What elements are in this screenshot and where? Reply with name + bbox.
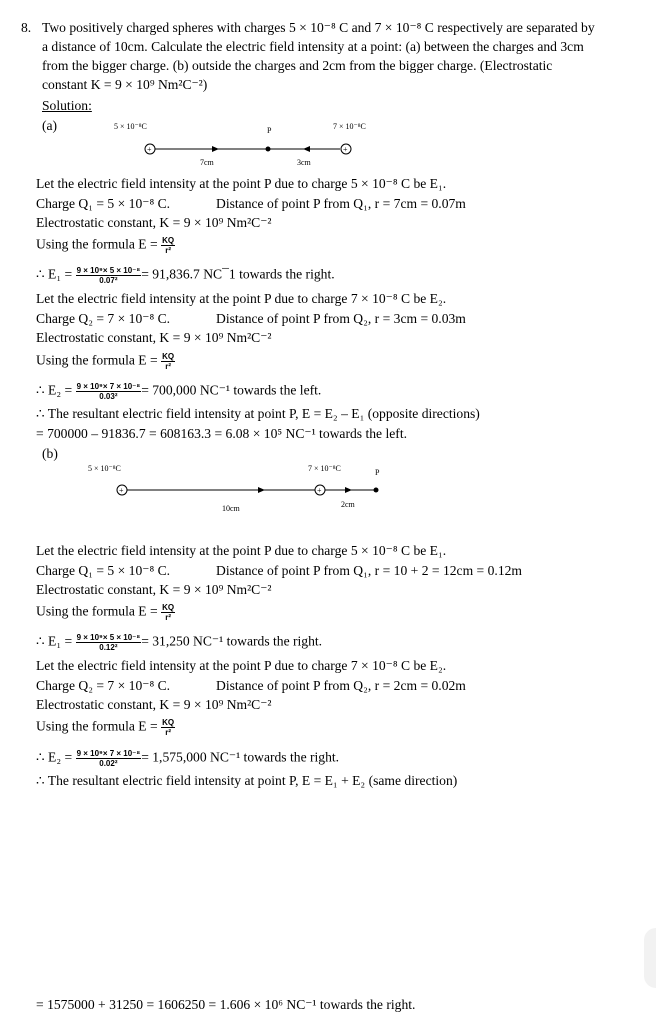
part-a-line-12: = 700000 – 91836.7 = 608163.3 = 6.08 × 10⁵ NC⁻¹ towards the left. — [36, 426, 407, 441]
part-a-e1-line: ∴ E₁ = $\frac{\text{9 × 10⁹× 5 × 10⁻⁸}}{\text{0.07²}}$ = 91,836.7 NC¯1 towards the right. — [36, 266, 335, 285]
question-line-4: constant K = 9 × 10⁹ Nm²C⁻²) — [42, 77, 208, 92]
formula-fraction: $\frac{KQ}{\text{r²}}$ — [162, 236, 175, 255]
diagram-a-p-label: P — [267, 126, 272, 135]
part-a-label: (a) — [42, 118, 58, 133]
diagram-a-arrow-right — [212, 146, 219, 152]
diagram-b-distance-2: 2cm — [341, 500, 355, 509]
page-edge-shadow — [644, 928, 656, 988]
e1-fraction: $\frac{\text{9 × 10⁹× 5 × 10⁻⁸}}{\text{0.07²}}$ — [76, 266, 141, 285]
diagram-part-b — [0, 460, 656, 516]
part-a-line-7a: Charge Q₂ = 7 × 10⁻⁸ C. — [36, 311, 171, 326]
diagram-a-q1-label: 5 × 10⁻⁸C — [114, 122, 147, 131]
diagram-b-distance-1: 10cm — [222, 504, 240, 513]
part-b-line-2b: Distance of point P from Q₁, r = 10 + 2 = 12cm = 0.12m — [216, 563, 522, 578]
part-a-e2-line: ∴ E₂ = $\frac{\text{9 × 10⁹× 7 × 10⁻⁸}}{\text{0.03²}}$ = 700,000 NC⁻¹ towards the left. — [36, 382, 322, 401]
part-b-line-1: Let the electric field intensity at the point P due to charge 5 × 10⁻⁸ C be E₁. — [36, 543, 447, 558]
part-b-line-2a: Charge Q₁ = 5 × 10⁻⁸ C. — [36, 563, 171, 578]
e2-fraction: $\frac{\text{9 × 10⁹× 7 × 10⁻⁸}}{\text{0.03²}}$ — [76, 382, 141, 401]
part-b-label: (b) — [42, 446, 58, 461]
part-b-e2-line: ∴ E₂ = $\frac{\text{9 × 10⁹× 7 × 10⁻⁸}}{\text{0.02²}}$ = 1,575,000 NC⁻¹ towards the right. — [36, 749, 340, 768]
plus-icon: + — [147, 145, 152, 154]
plus-icon: + — [343, 145, 348, 154]
part-b-formula-line-2: Using the formula E = $\frac{KQ}{\text{r²}}$ — [36, 718, 175, 737]
part-b-line-7a: Charge Q₂ = 7 × 10⁻⁸ C. — [36, 678, 171, 693]
diagram-a-distance-2: 3cm — [297, 158, 311, 167]
diagram-a-arrow-left — [303, 146, 310, 152]
diagram-b-arrow-1 — [258, 487, 265, 493]
part-a-line-3: Electrostatic constant, K = 9 × 10⁹ Nm²C⁻² — [36, 215, 272, 230]
part-a-line-2b: Distance of point P from Q₁, r = 7cm = 0.07m — [216, 196, 466, 211]
diagram-a-q2-label: 7 × 10⁻⁸C — [333, 122, 366, 131]
part-b-line-7b: Distance of point P from Q₂, r = 2cm = 0.02m — [216, 678, 466, 693]
part-b-e1-line: ∴ E₁ = $\frac{\text{9 × 10⁹× 5 × 10⁻⁸}}{\text{0.12²}}$ = 31,250 NC⁻¹ towards the right. — [36, 633, 323, 652]
question-number: 8. — [21, 20, 32, 35]
part-a-line-11: ∴ The resultant electric field intensity at point P, E = E₂ – E₁ (opposite directions) — [36, 406, 480, 421]
point-p-dot — [374, 488, 379, 493]
part-a-formula-line-2: Using the formula E = $\frac{KQ}{\text{r²}}$ — [36, 352, 175, 371]
part-b-line-11: ∴ The resultant electric field intensity at point P, E = E₁ + E₂ (same direction) — [36, 773, 458, 788]
diagram-b-q2-label: 7 × 10⁻⁸C — [308, 464, 341, 473]
part-a-line-1: Let the electric field intensity at the point P due to charge 5 × 10⁻⁸ C be E₁. — [36, 176, 447, 191]
plus-icon: + — [119, 486, 124, 495]
diagram-a-distance-1: 7cm — [200, 158, 214, 167]
part-b-formula-line: Using the formula E = $\frac{KQ}{\text{r²}}$ — [36, 603, 175, 622]
solution-heading: Solution: — [42, 98, 92, 113]
e1-fraction: $\frac{\text{9 × 10⁹× 5 × 10⁻⁸}}{\text{0.12²}}$ — [76, 633, 141, 652]
part-a-line-8: Electrostatic constant, K = 9 × 10⁹ Nm²C⁻² — [36, 330, 272, 345]
part-b-line-12: = 1575000 + 31250 = 1606250 = 1.606 × 10⁶ NC⁻¹ towards the right. — [36, 997, 416, 1012]
formula-fraction: $\frac{KQ}{\text{r²}}$ — [162, 718, 175, 737]
question-line-2: a distance of 10cm. Calculate the electric field intensity at a point: (a) between the charges and 3cm — [42, 39, 584, 54]
diagram-b-p-label: P — [375, 468, 380, 477]
formula-fraction: $\frac{KQ}{\text{r²}}$ — [162, 352, 175, 371]
part-b-line-3: Electrostatic constant, K = 9 × 10⁹ Nm²C⁻² — [36, 582, 272, 597]
part-a-formula-line — [36, 236, 175, 255]
part-b-line-6: Let the electric field intensity at the point P due to charge 7 × 10⁻⁸ C be E₂. — [36, 658, 447, 673]
part-a-line-2a: Charge Q₁ = 5 × 10⁻⁸ C. — [36, 196, 171, 211]
question-line-1: Two positively charged spheres with charges 5 × 10⁻⁸ C and 7 × 10⁻⁸ C respectively are separated by — [42, 20, 595, 35]
formula-fraction: $\frac{KQ}{\text{r²}}$ — [162, 603, 175, 622]
formula-text: Using the formula E = — [36, 236, 162, 252]
diagram-b-arrow-2 — [345, 487, 352, 493]
part-a-line-6: Let the electric field intensity at the point P due to charge 7 × 10⁻⁸ C be E₂. — [36, 291, 447, 306]
e2-fraction: $\frac{\text{9 × 10⁹× 7 × 10⁻⁸}}{\text{0.02²}}$ — [76, 749, 141, 768]
plus-icon: + — [317, 486, 322, 495]
part-a-line-7b: Distance of point P from Q₂, r = 3cm = 0.03m — [216, 311, 466, 326]
part-b-line-8: Electrostatic constant, K = 9 × 10⁹ Nm²C⁻² — [36, 697, 272, 712]
diagram-part-a — [0, 118, 656, 174]
question-line-3: from the bigger charge. (b) outside the charges and 2cm from the bigger charge. (Electrostatic — [42, 58, 553, 73]
point-p-dot — [266, 147, 271, 152]
diagram-b-q1-label: 5 × 10⁻⁸C — [88, 464, 121, 473]
